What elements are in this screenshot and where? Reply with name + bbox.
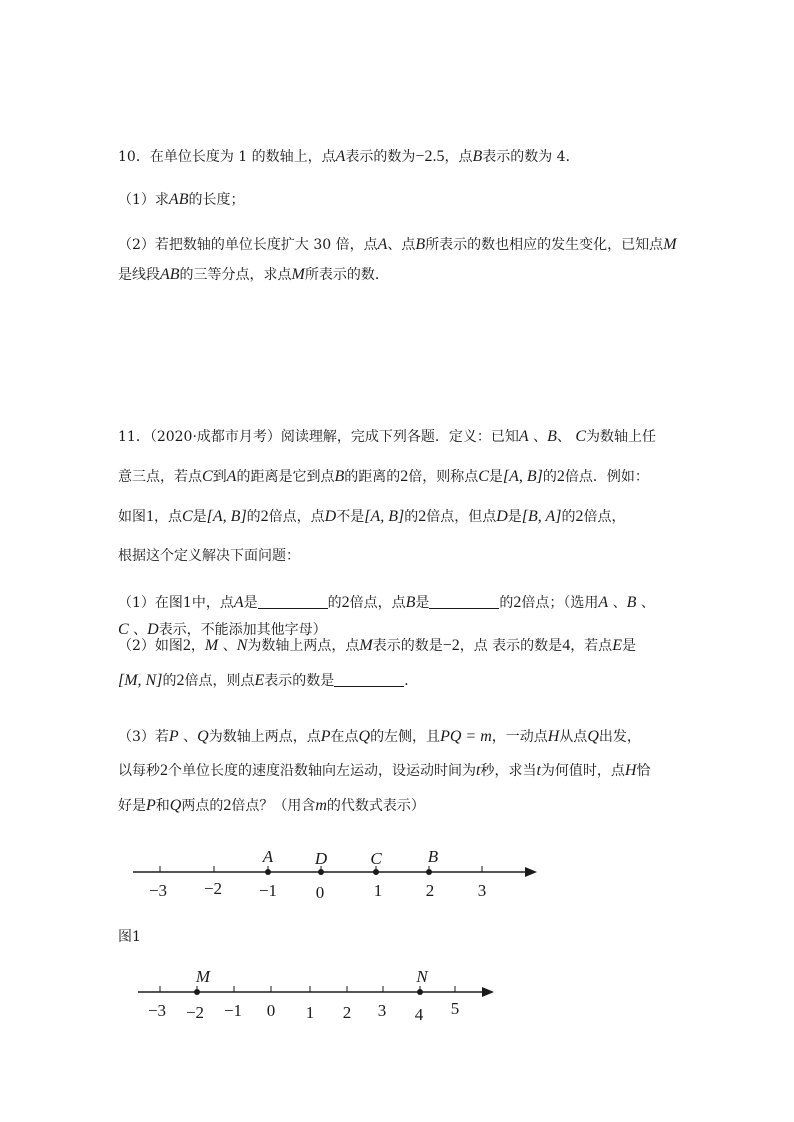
fig2-tick-label: 3 xyxy=(377,1001,387,1020)
p11-line-3: 如图1，点C是[A, B]的2倍点，点D不是[A, B]的2倍点，但点D是[B, A]的2倍点， xyxy=(118,508,626,525)
p11-line-2: 意三点，若点C到A的距离是它到点B的距离的2倍，则称点C是[A, B]的2倍点．例如： xyxy=(118,468,649,485)
fig1-point-label: A xyxy=(262,847,274,866)
fig1-arrow-icon xyxy=(525,867,537,877)
p11-question-3-line-2: 以每秒2个单位长度的速度沿数轴向左运动，设运动时间为t秒，求当t为何值时，点H恰 xyxy=(118,762,651,779)
p10-question-1: （1）求AB的长度； xyxy=(118,191,245,208)
fig2-point-M xyxy=(194,989,200,995)
p11-question-3-line-1: （3）若P 、Q为数轴上两点，点P在点Q的左侧，且PQ = m，一动点H从点Q出发， xyxy=(118,728,641,745)
fig2-point-label: N xyxy=(416,967,428,986)
p11-line-4: 根据这个定义解决下面问题： xyxy=(118,548,300,564)
fig1-tick-label: −2 xyxy=(203,879,223,898)
fig1-point-label: B xyxy=(427,847,439,866)
fig2-tick-label: 2 xyxy=(342,1003,352,1022)
fig1-tick-label: 2 xyxy=(425,881,435,900)
fig2-tick-label: −3 xyxy=(147,1001,167,1020)
fig2-tick-label: 5 xyxy=(450,999,460,1018)
p11-question-1-line-1: （1）在图1中，点A是 的2倍点，点B是 的2倍点；（选用A 、B 、 xyxy=(118,594,655,611)
fig1-point-C xyxy=(373,869,379,875)
fig2-ticks xyxy=(160,986,455,992)
fig1-tick-label: −1 xyxy=(258,881,278,900)
fig1-tick-label: −3 xyxy=(148,881,168,900)
fig1-tick-label: 3 xyxy=(477,881,487,900)
p10-question-2-line-2: 是线段AB的三等分点，求点M所表示的数． xyxy=(118,266,389,283)
fig1-point-label: D xyxy=(314,849,328,868)
fig2-point-N xyxy=(417,989,423,995)
p10-line-1: 10．在单位长度为 1 的数轴上，点A表示的数为−2.5，点B表示的数为 4． xyxy=(118,148,580,165)
p11-line-1: 11．（2020·成都市月考）阅读理解，完成下列各题．定义：已知A 、B、 C为数轴上任 xyxy=(118,428,657,445)
fig2-tick-label: −1 xyxy=(223,1001,243,1020)
fig2-arrow-icon xyxy=(482,987,494,997)
p10-question-2-line-1: （2）若把数轴的单位长度扩大 30 倍，点A、点B所表示的数也相应的发生变化，已知点M xyxy=(118,236,677,253)
fig2-tick-label: 1 xyxy=(305,1003,315,1022)
p11-question-3-line-3: 好是P和Q两点的2倍点？（用含m的代数式表示） xyxy=(118,797,425,814)
p11-question-1-line-2: C 、D表示，不能添加其他字母） xyxy=(118,621,327,638)
figure-1-caption: 图1 xyxy=(118,929,141,945)
fig2-tick-label: −2 xyxy=(185,1003,205,1022)
fig1-point-B xyxy=(426,869,432,875)
p11-question-2-line-2: [M, N]的2倍点，则点E表示的数是 ． xyxy=(118,672,419,689)
fig1-point-D xyxy=(318,869,324,875)
p11-question-2-line-1: （2）如图2，M 、N为数轴上两点，点M表示的数是−2，点 表示的数是4，若点E是 xyxy=(118,637,636,654)
fig2-tick-label: 0 xyxy=(266,1001,276,1020)
fig1-point-A xyxy=(265,869,271,875)
fig1-tick-label: 1 xyxy=(373,881,383,900)
fig1-point-label: C xyxy=(370,849,382,868)
fig2-tick-label: 4 xyxy=(414,1005,424,1024)
fig2-point-label: M xyxy=(195,967,211,986)
fig1-tick-label: 0 xyxy=(315,883,325,902)
